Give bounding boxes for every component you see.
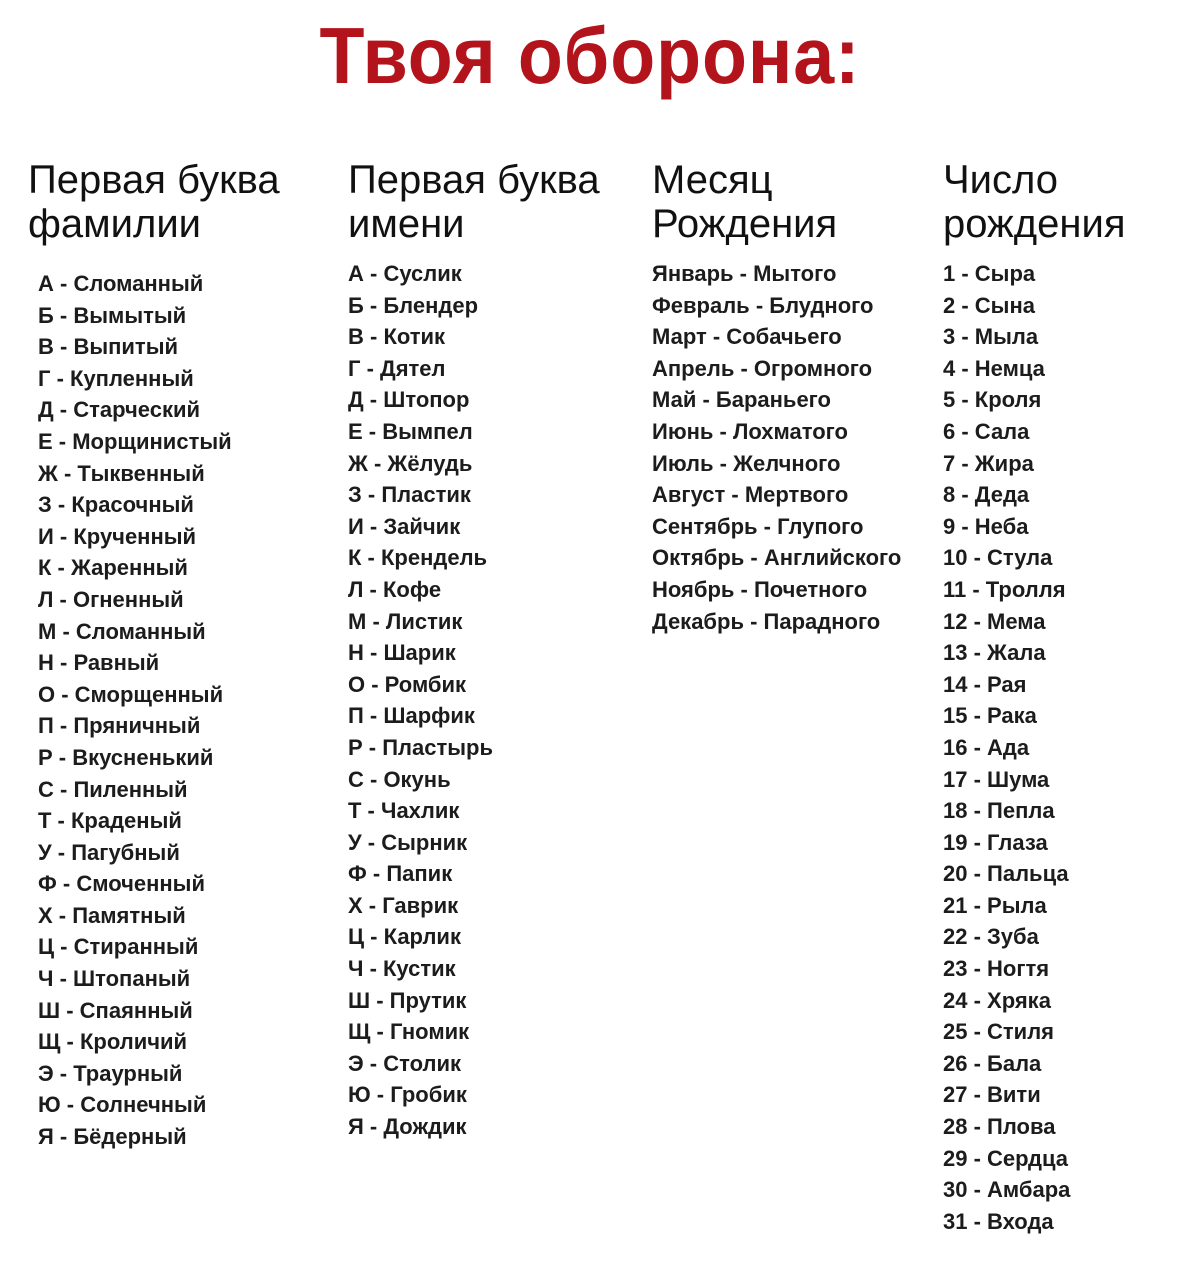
list-item: Г - Купленный [38, 365, 194, 391]
list-item: К - Крендель [348, 545, 488, 571]
list [943, 258, 1125, 1237]
list-item: 6 - Сала [943, 418, 1030, 444]
list-item: 29 - Сердца [943, 1145, 1069, 1171]
list-item: Декабрь - Парадного [652, 608, 881, 634]
list-item: Январь - Мытого [652, 261, 837, 286]
column-surname [28, 158, 280, 1153]
list-item: Р - Вкусненький [38, 744, 214, 770]
list-item: А - Сломанный [38, 271, 204, 296]
list-item: И - Крученный [38, 523, 197, 549]
list-item: 12 - Мема [943, 608, 1046, 634]
list-item: Д - Штопор [348, 387, 470, 413]
list-item: В - Выпитый [38, 334, 179, 360]
list-item: Ю - Гробик [348, 1082, 467, 1108]
list-item: 27 - Вити [943, 1082, 1041, 1108]
list-item: Ф - Папик [348, 861, 453, 887]
list-item: Ф - Смоченный [38, 871, 205, 897]
list-item: Ц - Карлик [348, 924, 461, 950]
list-item: Март - Собачьего [652, 324, 842, 350]
column-heading [28, 158, 280, 246]
list-item: С - Пиленный [38, 776, 188, 802]
column-heading-line2: рождения [943, 202, 1126, 246]
list-item: Август - Мертвого [652, 482, 849, 508]
list-item: 7 - Жира [943, 450, 1034, 476]
list-item: В - Котик [348, 324, 446, 350]
list-item: Июль - Желчного [652, 450, 841, 476]
column-heading-line2: имени [348, 202, 465, 246]
list-item: Л - Огненный [38, 586, 184, 612]
list-item: 28 - Плова [943, 1114, 1056, 1140]
list-item: 2 - Сына [943, 292, 1035, 318]
list-item: Б - Блендер [348, 292, 479, 318]
list-item: 13 - Жала [943, 640, 1046, 666]
list-item: Я - Дождик [348, 1114, 467, 1140]
list-item: Х - Гаврик [348, 892, 459, 918]
list-item: У - Пагубный [38, 839, 180, 865]
list-item: Ю - Солнечный [38, 1092, 207, 1118]
column-birth-month [652, 158, 901, 637]
list-item: Я - Бёдерный [38, 1124, 187, 1150]
list-item: Э - Столик [348, 1050, 461, 1076]
list-item: 22 - Зуба [943, 924, 1039, 950]
list-item: Июнь - Лохматого [652, 418, 848, 444]
list-item: 23 - Ногтя [943, 956, 1050, 982]
list-item: 24 - Хряка [943, 987, 1051, 1013]
list-item: О - Сморщенный [38, 681, 224, 707]
list-item: Ц - Стиранный [38, 934, 199, 960]
list-item: Р - Пластырь [348, 734, 494, 760]
list-item: 9 - Неба [943, 513, 1029, 539]
list-item: 19 - Глаза [943, 829, 1048, 855]
list-item: Ш - Прутик [348, 987, 467, 1013]
list-item: З - Красочный [38, 492, 194, 518]
list-item: З - Пластик [348, 482, 471, 508]
list-item: Х - Памятный [38, 902, 186, 928]
column-birth-day [943, 158, 1125, 1237]
column-first-name [348, 158, 600, 1143]
list-item: М - Сломанный [38, 618, 206, 644]
list-item: 18 - Пепла [943, 798, 1055, 824]
list-item: А - Суслик [348, 261, 462, 286]
list-item: 15 - Рака [943, 703, 1037, 729]
list-item: С - Окунь [348, 766, 451, 792]
list-item: 30 - Амбара [943, 1177, 1071, 1203]
list-item: К - Жаренный [38, 555, 188, 581]
list-item: Ж - Жёлудь [348, 450, 473, 476]
list-item: 3 - Мыла [943, 324, 1039, 350]
list-item: 26 - Бала [943, 1050, 1042, 1076]
list-item: Н - Шарик [348, 640, 456, 666]
column-heading [348, 158, 600, 246]
list [652, 258, 901, 637]
list-item: 17 - Шума [943, 766, 1050, 792]
list-item: Л - Кофе [348, 576, 442, 602]
list-item: Май - Бараньего [652, 387, 831, 413]
list-item: 10 - Стула [943, 545, 1053, 571]
list-item: Э - Траурный [38, 1060, 183, 1086]
list-item: 21 - Рыла [943, 892, 1047, 918]
list-item: М - Листик [348, 608, 463, 634]
column-heading [943, 158, 1125, 246]
list-item: Ч - Кустик [348, 956, 456, 982]
column-heading-line1: Первая буква [28, 158, 280, 202]
list-item: 16 - Ада [943, 734, 1030, 760]
list-item: Ч - Штопаный [38, 966, 191, 992]
list-item: Сентябрь - Глупого [652, 513, 864, 539]
list-item: Апрель - Огромного [652, 355, 873, 381]
list-item: Февраль - Блудного [652, 292, 874, 318]
list-item: Е - Морщинистый [38, 428, 232, 454]
list-item: О - Ромбик [348, 671, 467, 697]
list-item: Ж - Тыквенный [38, 460, 205, 486]
list [348, 258, 600, 1143]
column-heading-line2: Рождения [652, 202, 838, 246]
list-item: Щ - Гномик [348, 1019, 470, 1045]
list-item: 25 - Стиля [943, 1019, 1055, 1045]
list [28, 268, 280, 1153]
list-item: 1 - Сыра [943, 261, 1036, 286]
list-item: У - Сырник [348, 829, 468, 855]
list-item: 20 - Пальца [943, 861, 1069, 887]
list-item: П - Шарфик [348, 703, 475, 729]
list-item: П - Пряничный [38, 713, 201, 739]
list-item: Е - Вымпел [348, 418, 473, 444]
column-heading-line1: Первая буква [348, 158, 600, 202]
list-item: 5 - Кроля [943, 387, 1042, 413]
list-item: Ноябрь - Почетного [652, 576, 868, 602]
list-item: Т - Чахлик [348, 798, 460, 824]
list-item: 14 - Рая [943, 671, 1027, 697]
list-item: Н - Равный [38, 650, 160, 676]
list-item: Г - Дятел [348, 355, 446, 381]
page-title: Твоя оборона: [319, 11, 861, 100]
list-item: Б - Вымытый [38, 302, 187, 328]
list-item: Щ - Кроличий [38, 1029, 188, 1055]
list-item: Октябрь - Английского [652, 545, 902, 571]
list-item: Ш - Спаянный [38, 997, 193, 1023]
column-heading-line1: Месяц [652, 158, 773, 202]
column-heading-line1: Число [943, 158, 1059, 202]
list-item: 8 - Деда [943, 482, 1030, 508]
list-item: Д - Старческий [38, 397, 201, 423]
list-item: 11 - Тролля [943, 576, 1066, 602]
list-item: И - Зайчик [348, 513, 461, 539]
list-item: 4 - Немца [943, 355, 1045, 381]
list-item: Т - Краденый [38, 808, 182, 834]
column-heading [652, 158, 901, 246]
list-item: 31 - Входа [943, 1208, 1054, 1234]
column-heading-line2: фамилии [28, 202, 202, 246]
